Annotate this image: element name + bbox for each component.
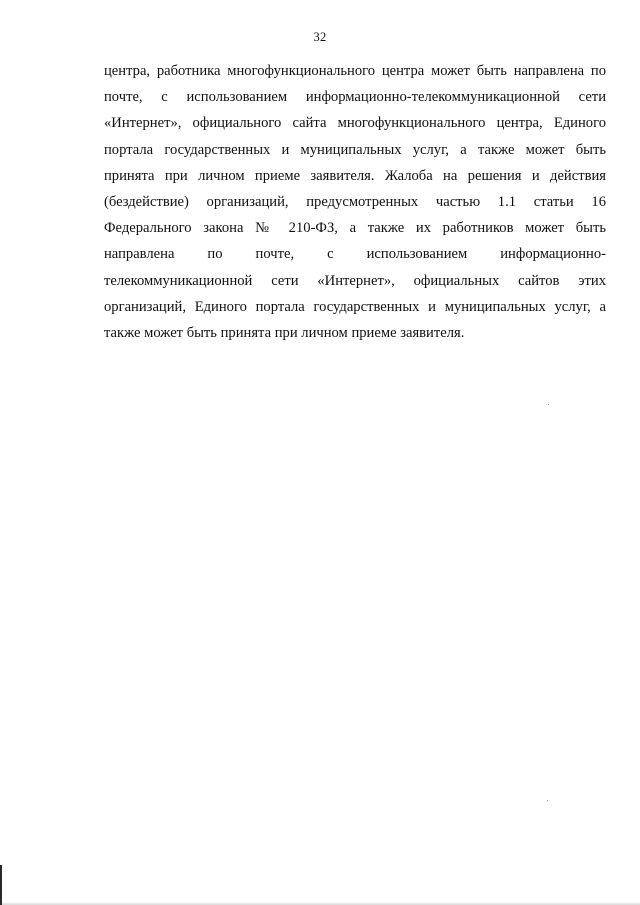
text-line-2: почте, с использованием информационно-телекоммуникационной сети [104,89,606,106]
scan-speck [547,800,548,801]
text-line-8: направлена по почте, с использованием информационно- [104,246,606,263]
body-paragraph [104,58,606,346]
text-line-10: организаций, Единого портала государственных и муниципальных услуг, а [104,298,606,315]
text-line-9: телекоммуникационной сети «Интернет», официальных сайтов этих [104,272,606,289]
scan-edge-left [0,865,2,905]
text-line-1: центра, работника многофункционального центра может быть направлена по [104,63,606,79]
text-line-11: также может быть принята при личном приеме заявителя. [104,324,465,341]
scan-speck [548,404,549,405]
text-line-3: «Интернет», официального сайта многофункционального центра, Единого [104,115,606,132]
text-line-4: портала государственных и муниципальных услуг, а также может быть [104,141,606,158]
text-line-7: Федерального закона № 210-ФЗ, а также их работников может быть [104,220,606,237]
page-number: 32 [313,30,327,44]
text-line-6: (бездействие) организаций, предусмотренных частью 1.1 статьи 16 [104,193,606,210]
text-line-5: принята при личном приеме заявителя. Жалоба на решения и действия [104,167,606,184]
